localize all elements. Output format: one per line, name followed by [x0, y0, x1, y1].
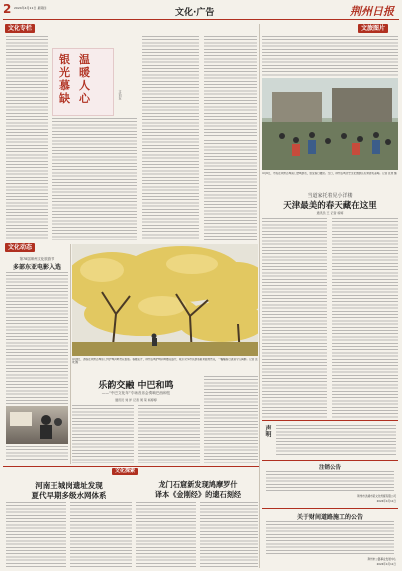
- notice-signer: 荆州市洪湖市某文化传媒有限公司: [357, 495, 396, 498]
- masthead-rule: [3, 19, 399, 20]
- feature-byline: 通讯员 王 记者 杨婷: [316, 211, 344, 215]
- essay-text-col3: [142, 36, 199, 241]
- music-headline: 乐韵交融 中巴和鸣: [98, 381, 174, 391]
- section-tag-news: 文化动态: [5, 243, 35, 252]
- news-photo: [6, 406, 68, 444]
- cherry-blossom-trees-icon: [72, 244, 258, 356]
- music-text-col1: [72, 405, 134, 463]
- film-event-icon: [6, 406, 68, 444]
- top-right-caption: 4月6日，市民在荆州古城南门登城游览，感受春日暖阳。当日，荆州古城历史文化旅游区迎来游览高峰。记者 张欢 摄: [262, 172, 397, 175]
- road-notice-box: [262, 508, 398, 569]
- bottom-mid-headline-1: 龙门石窟新发现鸠摩罗什: [158, 480, 238, 489]
- date-line: 2024年4月11日 星期四: [14, 6, 47, 10]
- masthead: [0, 0, 402, 22]
- essay-title-char: 缺: [59, 92, 70, 105]
- road-notice-date: 2024年4月11日: [376, 563, 396, 566]
- section-tag-column: 文化专栏: [5, 24, 35, 33]
- news-text: [6, 272, 68, 404]
- feature-text-col1: [262, 218, 327, 418]
- feature-kicker: 当道家托着见小洋楼: [307, 193, 353, 199]
- news-photo-caption: [6, 446, 68, 460]
- notice-title: 注销公告: [318, 465, 341, 471]
- bottom-left-text-col2: [70, 502, 132, 568]
- road-notice-body: [266, 521, 394, 555]
- statement-title: 声明: [264, 425, 271, 437]
- road-notice-headline: 关于财间道路施工的公告: [296, 514, 363, 521]
- bottom-left-headline-2: 夏代早期多级水网体系: [31, 491, 107, 500]
- news-kicker: 第78届荆州文化旅游节: [19, 257, 55, 261]
- statement-body-lines: [276, 425, 396, 455]
- essay-title-char: 人: [79, 79, 90, 92]
- music-byline: 通讯员 刘 洋 记者 周 荣 杨婷婷: [115, 398, 157, 402]
- top-right-text: [204, 36, 257, 136]
- essay-title-char: 光: [59, 66, 70, 79]
- essay-title-char: 温: [79, 53, 90, 66]
- essay-text-col1: [6, 36, 48, 241]
- page-number: 2: [3, 2, 12, 16]
- news-headline: 多部东亚电影入选: [12, 264, 61, 271]
- music-text-col2: [138, 405, 200, 463]
- essay-title-char: 暖: [79, 66, 90, 79]
- top-mid-text: [204, 140, 257, 240]
- top-right-text-2: [262, 36, 398, 76]
- essay-text-col2: [52, 118, 137, 240]
- feature-text-col2: [332, 218, 398, 418]
- essay-title-char: 慕: [59, 79, 70, 92]
- section-title: 文化·广告: [175, 8, 215, 18]
- section-tag-photo: 文旅图片: [358, 24, 388, 33]
- essay-title-block: [52, 48, 114, 116]
- notice-date: 2024年4月11日: [376, 500, 396, 503]
- crowd-scene-icon: [262, 78, 398, 170]
- bottom-rule: [3, 466, 259, 467]
- bottom-mid-text-col1: [136, 502, 196, 568]
- music-subheadline: ——“中巴文化年”专场音乐会奏响巴西和弦: [101, 391, 171, 395]
- notice-body: [266, 471, 394, 493]
- main-photo-caption: 4月8日，游客在荆州古城东门外护城河畔赏花拍照。春暖花开，荆州古城护城河畔樱花盛开，吸引众多市民游客前来踏青赏花，一幅幅春日美景令人陶醉。记者 张欢 摄: [72, 358, 258, 365]
- road-notice-issuer: 荆州市公路事业发展中心: [367, 558, 396, 561]
- top-right-photo: [262, 78, 398, 170]
- essay-title-char: 银: [59, 53, 70, 66]
- column-divider: [259, 24, 260, 568]
- notice-box: [262, 460, 398, 505]
- section-tag-explore: 文化探索: [112, 468, 138, 475]
- bottom-left-text-col1: [6, 502, 66, 568]
- newspaper-logo: 荆州日报: [350, 5, 394, 18]
- column-divider: [70, 244, 71, 464]
- bottom-left-headline-1: 河南王城岗遗址发现: [35, 481, 103, 490]
- music-text-col3: [204, 376, 258, 463]
- essay-title-char: 心: [79, 92, 90, 105]
- main-photo: [72, 244, 258, 356]
- statement-box: [262, 420, 398, 459]
- essay-author: 文/刘东: [118, 90, 122, 101]
- feature-headline: 天津最美的春天藏在这里: [283, 201, 377, 211]
- essay-title-chars: [59, 53, 109, 113]
- bottom-mid-text-col2: [200, 502, 258, 568]
- bottom-mid-headline-2: 译本《金刚经》的遗石刻经: [154, 490, 242, 499]
